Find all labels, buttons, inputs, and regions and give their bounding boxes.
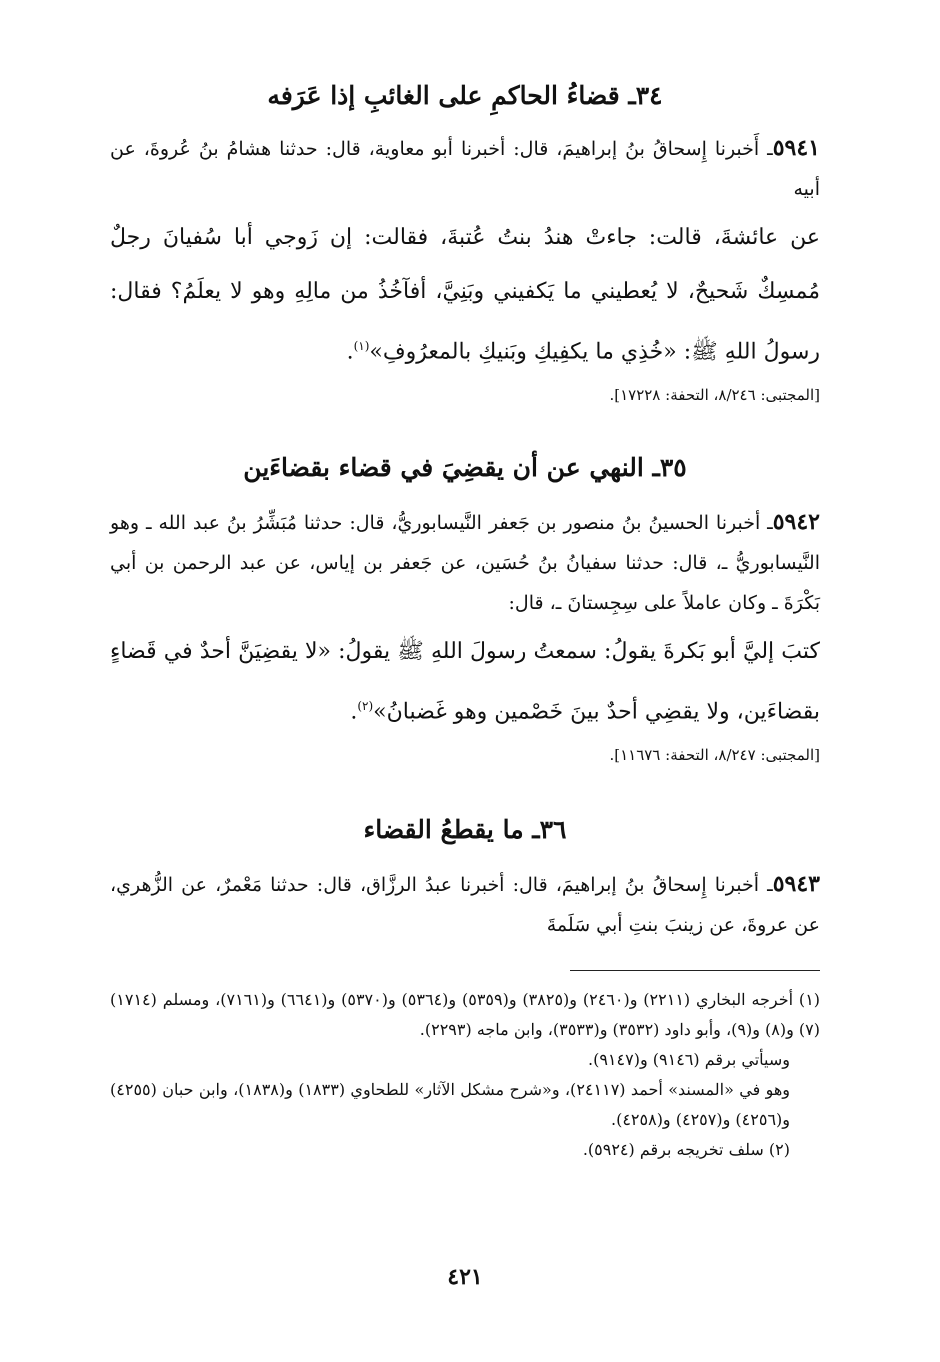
- hadith-matn: [110, 625, 820, 739]
- hadith-reference: [المجتبى: ٨/٢٤٧، التحفة: ١١٦٧٦].: [609, 746, 820, 765]
- footnote-separator: [570, 970, 820, 971]
- hadith-isnad: [110, 502, 820, 623]
- footnote-1-sources: وهو في «المسند» أحمد (٢٤١١٧)، و«شرح مشكل الآثار» للطحاوي (١٨٣٣) و(١٨٣٨)، وابن حبان (٤٢٥٥) و(٤٢٥٦) و(٤٢٥٧) و(٤٢٥٨).: [110, 1080, 791, 1129]
- hadith-reference: [المجتبى: ٨/٢٤٦، التحفة: ١٧٢٢٨].: [609, 386, 820, 405]
- hadith-5943: [110, 864, 820, 945]
- isnad-text: ـ أخبرنا إِسحاقُ بنُ إبراهيمَ، قال: أخبرنا عبدُ الرزَّاق، قال: حدثنا مَعْمرٌ، عن الزُّهري، عن عروةَ، عن زينبَ بنتِ أبي سَلَمةَ: [110, 874, 820, 936]
- footnote-marker: (٢): [357, 699, 374, 713]
- footnote-2: (٢) سلف تخريجه برقم (٥٩٢٤).: [582, 1140, 790, 1159]
- hadith-isnad: [110, 864, 820, 945]
- isnad-text: ـ أَخبرنا إِسحاقُ بنُ إبراهيمَ، قال: أخبرنا أبو معاوية، قال: حدثنا هشامُ بنُ عُروةَ، عن أبيه: [110, 138, 820, 200]
- hadith-number: ٥٩٤٢: [772, 509, 820, 535]
- footnotes: [110, 985, 820, 1165]
- hadith-5942: [110, 502, 820, 767]
- isnad-text: ـ أخبرنا الحسينُ بنُ منصور بن جَعفر النَّيسابوريُّ، قال: حدثنا مُبَشِّرُ بنُ عبد الله ـ وهو النَّيسابوريُّ ـ، قال: حدثنا سفيانُ بنُ حُسَين، عن جَعفر بن إياس، عن عبد الرحمن بن أبي بَكْرَةَ ـ وكان عاملاً على سِجِستانَ ـ، قال:: [110, 512, 820, 614]
- page-number: ٤٢١: [447, 1264, 483, 1290]
- footnote-1: (١) أخرجه البخاري (٢٢١١) و(٢٤٦٠) و(٣٨٢٥) و(٥٣٥٩) و(٥٣٦٤) و(٥٣٧٠) و(٦٦٤١) و(٧١٦١)، ومسلم (١٧١٤) (٧) و(٨) و(٩)، وأبو داود (٣٥٣٢) و(٣٥٣٣)، وابن ماجه (٢٢٩٣).: [110, 990, 821, 1039]
- hadith-isnad: [110, 128, 820, 209]
- footnote-marker: (١): [353, 339, 370, 353]
- hadith-number: ٥٩٤٣: [772, 871, 820, 897]
- chapter-35-title: ٣٥ـ النهي عن أن يقضِيَ في قضاء بقضاءَين: [243, 453, 687, 482]
- chapter-34-title: ٣٤ـ قضاءُ الحاكمِ على الغائبِ إذا عَرَفه: [267, 81, 663, 110]
- matn-text: كتبَ إليَّ أبو بَكرةَ يقولُ: سمعتُ رسولَ اللهِ ﷺ يقولُ: «لا يقضِيَنَّ أحدٌ في قَضاءٍ بقضاءَين، ولا يقضِي أحدٌ بينَ خَصْمين وهو غَضبانُ»: [110, 639, 820, 725]
- matn-end: .: [350, 699, 358, 725]
- hadith-number: ٥٩٤١: [772, 135, 820, 161]
- footnote-1-cross-ref: وسيأتي برقم (٩١٤٦) و(٩١٤٧).: [588, 1050, 790, 1069]
- page-body: [110, 0, 820, 1362]
- hadith-5941: [110, 128, 820, 407]
- chapter-36-title: ٣٦ـ ما يقطعُ القضاء: [363, 815, 567, 844]
- matn-end: .: [346, 339, 354, 365]
- matn-text: عن عائشةَ، قالت: جاءتْ هندُ بنتُ عُتبةَ، فقالت: إن زَوجي أبا سُفيانَ رجلٌ مُمسِكٌ شَحيحٌ، لا يُعطيني ما يَكفيني وبَنِيَّ، أفآخُذُ من مالِهِ وهو لا يعلَمُ؟ فقال: رسولُ اللهِ ﷺ: «خُذِي ما يكفِيكِ وبَنيكِ بالمعرُوفِ»: [110, 225, 820, 365]
- hadith-matn: [110, 211, 820, 379]
